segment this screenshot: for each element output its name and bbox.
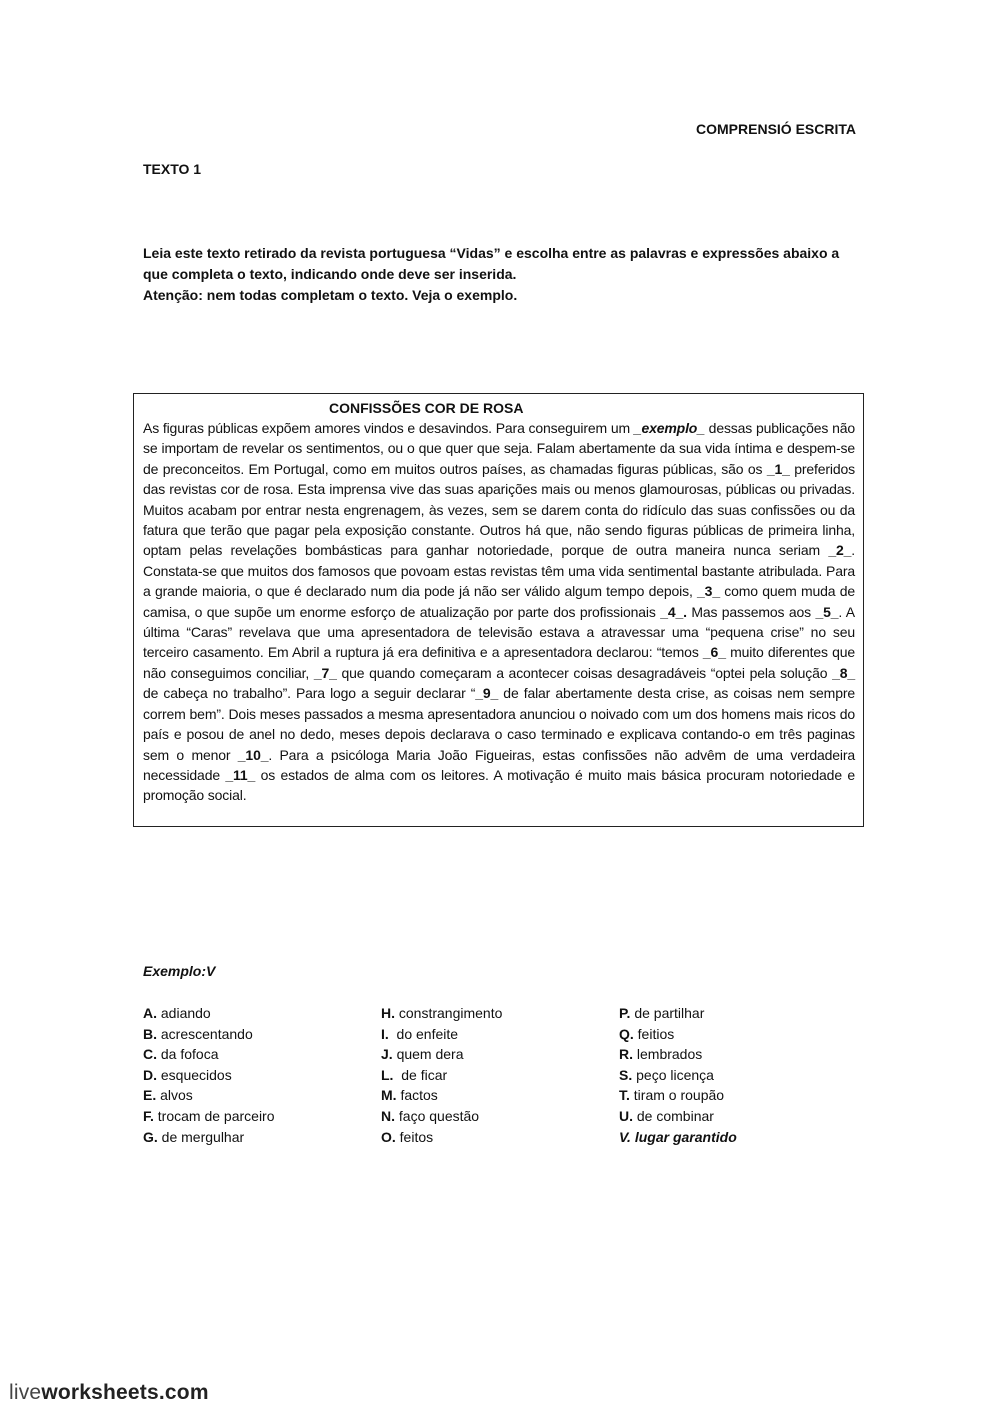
- option-text: feitos: [395, 1128, 434, 1145]
- option-s: [619, 1065, 737, 1086]
- article-text: como quem muda de camisa, o que supõe um enorme esforço de atualização por parte dos profissionais: [143, 583, 855, 620]
- option-n: [381, 1106, 502, 1127]
- option-letter: U.: [619, 1107, 633, 1124]
- article-text: de cabeça no trabalho”. Para logo a seguir declarar “: [143, 685, 476, 702]
- option-q: [619, 1024, 737, 1045]
- option-letter: M.: [381, 1087, 397, 1104]
- article-body: [143, 418, 855, 806]
- article-text: de falar abertamente desta crise, as coisas nem sempre correm bem”. Dois meses passados a mesma apresentadora anunciou o noivado com um dos homens mais ricos do país e posou de anel no dedo, meses depois declarava o caso terminado e explicava contando-o em três paginas sem o menor: [143, 685, 855, 763]
- option-letter: Q.: [619, 1025, 634, 1042]
- option-text: de partilhar: [630, 1005, 705, 1021]
- option-l: [381, 1065, 502, 1086]
- option-c: [143, 1044, 275, 1065]
- gap-4[interactable]: _4_.: [660, 603, 687, 620]
- option-v: [619, 1127, 737, 1148]
- gap-6[interactable]: _6_: [702, 644, 726, 661]
- gap-11[interactable]: _11_: [225, 766, 256, 783]
- option-text: lembrados: [633, 1046, 703, 1063]
- logo-part-live: live: [9, 1381, 42, 1404]
- option-g: [143, 1127, 275, 1148]
- gap-1[interactable]: _1_: [766, 460, 790, 477]
- option-text: quem dera: [392, 1046, 464, 1063]
- option-letter: N.: [381, 1107, 395, 1124]
- article-text: . A última “Caras” revelava que uma apresentadora de televisão estava a atravessar uma “pequena crise” no seu terceiro casamento. Em Abril a ruptura já era definitiva e a apresentadora declarou: “temos: [143, 603, 855, 661]
- option-text: faço questão: [395, 1107, 480, 1124]
- option-text: tiram o roupão: [629, 1087, 725, 1104]
- document-title: COMPRENSIÓ ESCRITA: [696, 121, 856, 137]
- article-text: . Para a psicóloga Maria João Figueiras, estas confissões não advêm de uma verdadeira necessidade: [143, 746, 855, 783]
- instructions-line-1: Leia este texto retirado da revista portuguesa “Vidas” e escolha entre as palavras e expressões abaixo a que completa o texto, indicando onde deve ser inserida.: [143, 245, 840, 282]
- option-h: [381, 1003, 502, 1024]
- article-text: As figuras públicas expõem amores vindos e desavindos. Para conseguirem um: [143, 420, 634, 436]
- section-label: TEXTO 1: [143, 161, 202, 177]
- option-text: esquecidos: [157, 1066, 232, 1083]
- gap-9[interactable]: _9_: [475, 685, 499, 702]
- option-letter: H.: [381, 1005, 395, 1021]
- option-letter: L.: [381, 1066, 394, 1083]
- option-letter: R.: [619, 1046, 633, 1063]
- option-text: de combinar: [633, 1107, 714, 1124]
- instructions-line-2: Atenção: nem todas completam o texto. Veja o exemplo.: [143, 287, 518, 303]
- article-text: Mas passemos aos: [686, 603, 816, 620]
- option-f: [143, 1106, 275, 1127]
- option-text: factos: [396, 1087, 438, 1104]
- option-text: alvos: [156, 1087, 193, 1104]
- gap-8[interactable]: _8_: [832, 664, 856, 681]
- gap-2[interactable]: _2_: [828, 542, 852, 559]
- option-text: acrescentando: [157, 1025, 253, 1042]
- article-box: [133, 393, 864, 827]
- article-text: muito diferentes que não conseguimos conciliar,: [143, 644, 855, 681]
- option-letter: F.: [143, 1107, 154, 1124]
- option-letter: I.: [381, 1025, 389, 1042]
- option-j: [381, 1044, 502, 1065]
- options-column-3: [619, 1003, 737, 1147]
- option-text: trocam de parceiro: [153, 1107, 275, 1124]
- option-letter: B.: [143, 1025, 157, 1042]
- article-text: . Constata-se que muitos dos famosos que povoam estas revistas têm uma vida sentimental bastante atribulada. Para a grande maioria, o que é declarado num dia pode já não ser válido algum tempo depois,: [143, 542, 855, 600]
- option-p: [619, 1003, 737, 1024]
- article-text: dessas publicações não se importam de revelar os sentimentos, ou o que quer que seja. Falam abertamente da sua vida íntima e despem-se de preconceitos. Em Portugal, como em muitos outros países, as chamadas figuras públicas, são os: [143, 420, 855, 477]
- option-letter: C.: [143, 1046, 157, 1063]
- gap-7[interactable]: _7_: [313, 664, 337, 681]
- option-letter: G.: [143, 1128, 158, 1145]
- article-title: CONFISSÕES COR DE ROSA: [329, 400, 524, 416]
- option-text: constrangimento: [395, 1005, 503, 1021]
- article-text: preferidos das revistas cor de rosa. Esta imprensa vive das suas aparições mais ou menos glamourosas, públicas ou privadas. Muitos acabam por entrar nesta engrenagem, às vezes, sem se darem conta do ridículo das suas confissões ou da fatura que terão que pagar pela exposição constante. Outros há que, não sendo figuras públicas de primeira linha, optam pelas revelações bombásticas para ganhar notoriedade, porque de outra maneira nunca seriam: [143, 460, 855, 559]
- option-b: [143, 1024, 275, 1045]
- gap-example[interactable]: _exemplo_: [633, 420, 705, 436]
- option-letter: D.: [143, 1066, 157, 1083]
- option-letter: A.: [143, 1005, 157, 1021]
- option-letter: V.: [619, 1128, 631, 1145]
- option-a: [143, 1003, 275, 1024]
- option-d: [143, 1065, 275, 1086]
- option-text: lugar garantido: [630, 1128, 737, 1145]
- option-e: [143, 1085, 275, 1106]
- option-o: [381, 1127, 502, 1148]
- gap-3[interactable]: _3_: [697, 583, 720, 600]
- option-text: adiando: [157, 1005, 211, 1021]
- options-column-2: [381, 1003, 502, 1147]
- option-u: [619, 1106, 737, 1127]
- article-text: os estados de alma com os leitores. A motivação é muito mais básica procuram notoriedade e promoção social.: [143, 766, 855, 804]
- option-letter: S.: [619, 1066, 633, 1083]
- logo-part-com: .com: [158, 1381, 209, 1404]
- option-text: do enfeite: [388, 1025, 459, 1042]
- gap-5[interactable]: _5_: [815, 603, 839, 620]
- option-letter: E.: [143, 1087, 157, 1104]
- option-letter: P.: [619, 1005, 631, 1021]
- instructions: [143, 243, 858, 306]
- option-text: de ficar: [393, 1066, 448, 1083]
- option-r: [619, 1044, 737, 1065]
- option-text: feitios: [633, 1025, 675, 1042]
- options-column-1: [143, 1003, 275, 1147]
- option-letter: J.: [381, 1046, 393, 1063]
- article-text: que quando começaram a acontecer coisas desagradáveis “optei pela solução: [336, 664, 833, 681]
- option-text: peço licença: [632, 1066, 714, 1083]
- option-text: da fofoca: [157, 1046, 219, 1063]
- option-letter: O.: [381, 1128, 396, 1145]
- option-t: [619, 1085, 737, 1106]
- option-i: [381, 1024, 502, 1045]
- logo-part-worksheets: worksheets: [41, 1381, 159, 1404]
- option-letter: T.: [619, 1087, 630, 1104]
- gap-10[interactable]: _10_: [237, 746, 269, 763]
- liveworksheets-logo: [9, 1381, 209, 1405]
- example-label: Exemplo:V: [143, 963, 216, 979]
- option-m: [381, 1085, 502, 1106]
- option-text: de mergulhar: [157, 1128, 245, 1145]
